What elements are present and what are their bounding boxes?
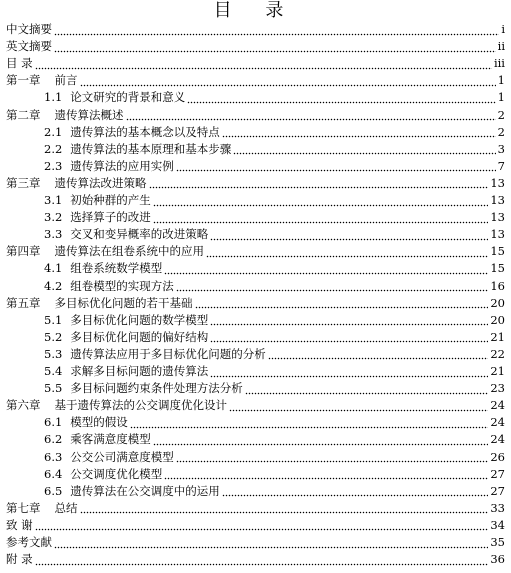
- toc-page-number: 21: [490, 364, 505, 378]
- dot-leader: [164, 467, 488, 482]
- toc-section-entry[interactable]: [44, 90, 505, 105]
- toc-entry-title: 乘客满意度模型: [70, 432, 151, 447]
- toc-chapter-entry[interactable]: [6, 398, 505, 413]
- toc-page-number: 34: [490, 517, 505, 532]
- toc-entry-number: 6.4: [44, 466, 63, 481]
- toc-page-number: 15: [490, 261, 505, 276]
- toc-chapter-entry[interactable]: [6, 552, 505, 567]
- toc-entry-title: 附 录: [6, 552, 33, 567]
- toc-entry-label: [44, 125, 220, 140]
- toc-section-entry[interactable]: [44, 364, 505, 379]
- toc-section-entry[interactable]: [44, 227, 505, 242]
- toc-entry-label: [44, 142, 231, 157]
- toc-section-entry[interactable]: [44, 261, 505, 276]
- toc-page-number: 16: [490, 278, 505, 293]
- toc-section-entry[interactable]: [44, 467, 505, 482]
- dot-leader: [176, 450, 489, 465]
- toc-entry-number: 4.1: [44, 261, 63, 276]
- toc-page-number: 13: [490, 175, 505, 190]
- dot-leader: [80, 501, 489, 516]
- toc-entry-number: 4.2: [44, 278, 63, 293]
- page-title: 目 录: [213, 0, 298, 21]
- dot-leader: [153, 432, 489, 447]
- toc-entry-label: [44, 450, 174, 465]
- toc-page-number: 22: [490, 346, 505, 361]
- toc-entry-title: 遗传算法概述: [54, 107, 124, 122]
- dot-leader: [210, 330, 488, 345]
- toc-entry-label: [44, 90, 185, 105]
- dot-leader: [222, 484, 489, 499]
- toc-section-entry[interactable]: [44, 484, 505, 499]
- toc-section-entry[interactable]: [44, 432, 505, 447]
- dot-leader: [245, 381, 489, 396]
- dot-leader: [126, 108, 496, 123]
- toc-entry-number: 2.1: [44, 124, 63, 139]
- toc-page-number: 13: [490, 193, 505, 207]
- toc-entry-label: [6, 108, 124, 123]
- toc-page-number: 27: [490, 483, 505, 498]
- toc-entry-label: [6, 244, 204, 259]
- toc-entry-label: [6, 398, 227, 413]
- dot-leader: [233, 142, 495, 157]
- dot-leader: [35, 552, 489, 567]
- toc-section-entry[interactable]: [44, 330, 505, 345]
- toc-entry-label: [44, 330, 208, 345]
- toc-page-number: 2: [497, 107, 505, 122]
- toc-chapter-entry[interactable]: [6, 73, 505, 88]
- dot-leader: [195, 296, 489, 311]
- toc-entry-number: 6.2: [44, 432, 63, 447]
- toc-page-number: 36: [490, 552, 505, 567]
- toc-chapter-entry[interactable]: [6, 22, 505, 37]
- dot-leader: [80, 73, 496, 88]
- toc-entry-title: 遗传算法的基本原理和基本步骤: [70, 141, 232, 156]
- toc-entry-title: 遗传算法的应用实例: [70, 158, 174, 173]
- toc-entry-title: 遗传算法在组卷系统中的应用: [54, 244, 204, 259]
- dot-leader: [54, 39, 496, 54]
- toc-entry-label: [44, 227, 208, 242]
- dot-leader: [229, 398, 488, 413]
- toc-entry-number: 第六章: [6, 398, 41, 413]
- toc-entry-title: 遗传算法应用于多目标优化问题的分析: [70, 346, 266, 361]
- toc-section-entry[interactable]: [44, 313, 505, 328]
- toc-section-entry[interactable]: [44, 159, 505, 174]
- toc-entry-title: 总结: [54, 500, 78, 515]
- toc-entry-title: 选择算子的改进: [70, 210, 151, 225]
- toc-entry-title: 论文研究的背景和意义: [70, 90, 186, 105]
- toc-entry-label: [6, 176, 147, 191]
- toc-entry-label: [44, 193, 151, 208]
- toc-page-number: 33: [490, 500, 505, 515]
- toc-page-number: 26: [490, 449, 505, 464]
- dot-leader: [54, 22, 499, 37]
- toc-chapter-entry[interactable]: [6, 244, 505, 259]
- toc-entry-title: 模型的假设: [70, 415, 128, 430]
- toc-entry-number: 第二章: [6, 107, 41, 122]
- toc-entry-title: 遗传算法改进策略: [54, 175, 147, 190]
- dot-leader: [130, 415, 489, 430]
- dot-leader: [206, 244, 488, 259]
- toc-entry-number: 5.3: [44, 346, 63, 361]
- toc-section-entry[interactable]: [44, 279, 505, 294]
- toc-section-entry[interactable]: [44, 193, 505, 208]
- toc-entry-label: [44, 210, 151, 225]
- toc-page-number: 27: [490, 466, 505, 481]
- toc-chapter-entry[interactable]: [6, 296, 505, 311]
- dot-leader: [210, 313, 488, 328]
- toc-page-number: i: [501, 22, 505, 36]
- toc-entry-title: 致 谢: [6, 517, 33, 532]
- toc-page-number: 13: [490, 227, 505, 242]
- toc-page-number: 23: [490, 381, 505, 396]
- toc-chapter-entry[interactable]: [6, 39, 505, 54]
- toc-entry-number: 3.3: [44, 227, 63, 242]
- toc-entry-label: [44, 261, 162, 276]
- toc-page-number: 13: [490, 210, 505, 225]
- toc-page-number: 15: [490, 244, 505, 259]
- dot-leader: [164, 261, 488, 276]
- toc-section-entry[interactable]: [44, 381, 505, 396]
- toc-entry-number: 6.3: [44, 449, 63, 464]
- toc-entry-title: 多目标问题约束条件处理方法分析: [70, 381, 243, 396]
- toc-chapter-entry[interactable]: [6, 56, 505, 71]
- toc-entry-label: [44, 484, 220, 499]
- toc-entry-title: 参考文献: [6, 535, 52, 549]
- toc-page-number: 3: [497, 141, 505, 156]
- toc-section-entry[interactable]: [44, 450, 505, 465]
- toc-entry-title: 英文摘要: [6, 39, 52, 54]
- toc-entry-number: 第三章: [6, 175, 41, 190]
- toc-entry-number: 2.2: [44, 141, 63, 156]
- toc-page-number: 7: [497, 158, 505, 173]
- toc-entry-number: 3.1: [44, 193, 63, 207]
- dot-leader: [153, 193, 489, 208]
- toc-entry-number: 5.2: [44, 329, 63, 344]
- toc-entry-label: [44, 347, 266, 362]
- toc-entry-label: [6, 296, 193, 311]
- toc-entry-number: 6.5: [44, 483, 63, 498]
- toc-entry-title: 组卷系统数学模型: [70, 261, 163, 276]
- toc-page-number: 24: [490, 432, 505, 447]
- toc-entry-title: 中文摘要: [6, 22, 52, 36]
- toc-entry-title: 前言: [54, 73, 78, 88]
- toc-section-entry[interactable]: [44, 415, 505, 430]
- toc-page-number: 20: [490, 312, 505, 327]
- dot-leader: [210, 227, 488, 242]
- toc-entry-number: 第四章: [6, 244, 41, 259]
- toc-entry-title: 遗传算法在公交调度中的运用: [70, 483, 220, 498]
- toc-entry-label: [44, 364, 208, 379]
- toc-entry-label: [6, 552, 33, 567]
- toc-section-entry[interactable]: [44, 210, 505, 225]
- toc-section-entry[interactable]: [44, 142, 505, 157]
- toc-page-number: 35: [490, 535, 505, 549]
- toc-entry-number: 6.1: [44, 415, 63, 430]
- toc-chapter-entry[interactable]: [6, 518, 505, 533]
- toc-entry-number: 第一章: [6, 73, 41, 88]
- toc-entry-title: 基于遗传算法的公交调度优化设计: [54, 398, 227, 413]
- toc-entry-label: [44, 279, 174, 294]
- toc-page-number: 1: [497, 73, 505, 88]
- toc-section-entry[interactable]: [44, 347, 505, 362]
- toc-entry-label: [6, 39, 52, 54]
- toc-entry-title: 多目标优化问题的偏好结构: [70, 329, 209, 344]
- toc-entry-number: 第五章: [6, 295, 41, 310]
- toc-entry-title: 多目标优化问题的数学模型: [70, 312, 209, 327]
- dot-leader: [176, 279, 489, 294]
- toc-entry-title: 多目标优化问题的若干基础: [54, 295, 193, 310]
- toc-entry-title: 求解多目标问题的遗传算法: [70, 364, 209, 378]
- toc-entry-number: 5.5: [44, 381, 63, 396]
- toc-entry-label: [6, 535, 52, 550]
- toc-page-number: 21: [490, 329, 505, 344]
- dot-leader: [222, 125, 496, 140]
- dot-leader: [176, 159, 496, 174]
- toc-chapter-entry[interactable]: [6, 501, 505, 516]
- toc-chapter-entry[interactable]: [6, 108, 505, 123]
- toc-entry-number: 1.1: [44, 90, 63, 105]
- dot-leader: [35, 56, 492, 71]
- toc-entry-number: 3.2: [44, 210, 63, 225]
- toc-entry-label: [44, 467, 162, 482]
- toc-entry-label: [6, 501, 78, 516]
- toc-entry-label: [44, 159, 174, 174]
- toc-entry-number: 第七章: [6, 500, 41, 515]
- toc-page-number: 1: [497, 90, 505, 105]
- dot-leader: [153, 210, 489, 225]
- toc-entry-label: [44, 381, 243, 396]
- toc-page-number: ii: [497, 39, 505, 54]
- toc-entry-title: 遗传算法的基本概念以及特点: [70, 124, 220, 139]
- toc-entry-title: 公交调度优化模型: [70, 466, 163, 481]
- toc-entry-title: 组卷模型的实现方法: [70, 278, 174, 293]
- dot-leader: [35, 518, 489, 533]
- toc-entry-number: 5.1: [44, 312, 63, 327]
- toc-page-number: 20: [490, 295, 505, 310]
- toc-entry-title: 公交公司满意度模型: [70, 449, 174, 464]
- toc-section-entry[interactable]: [44, 125, 505, 140]
- toc-entry-number: 5.4: [44, 364, 63, 378]
- toc-entry-label: [6, 22, 52, 37]
- toc-entry-label: [6, 518, 33, 533]
- toc-entry-label: [44, 313, 208, 328]
- toc-page-number: iii: [493, 56, 505, 71]
- dot-leader: [268, 347, 489, 362]
- toc-page-number: 24: [490, 398, 505, 413]
- toc-entry-title: 目 录: [6, 56, 33, 71]
- toc-entry-label: [6, 56, 33, 71]
- toc-entry-title: 交叉和变异概率的改进策略: [70, 227, 209, 242]
- toc-entry-label: [6, 73, 78, 88]
- toc-page-number: 24: [490, 415, 505, 430]
- toc-entry-label: [44, 415, 128, 430]
- toc-chapter-entry[interactable]: [6, 535, 505, 550]
- toc-entry-label: [44, 432, 151, 447]
- toc-entry-number: 2.3: [44, 158, 63, 173]
- dot-leader: [54, 535, 488, 550]
- dot-leader: [210, 364, 488, 379]
- toc-page-number: 2: [497, 124, 505, 139]
- toc-entry-title: 初始种群的产生: [70, 193, 151, 207]
- dot-leader: [149, 176, 489, 191]
- dot-leader: [187, 90, 495, 105]
- toc-chapter-entry[interactable]: [6, 176, 505, 191]
